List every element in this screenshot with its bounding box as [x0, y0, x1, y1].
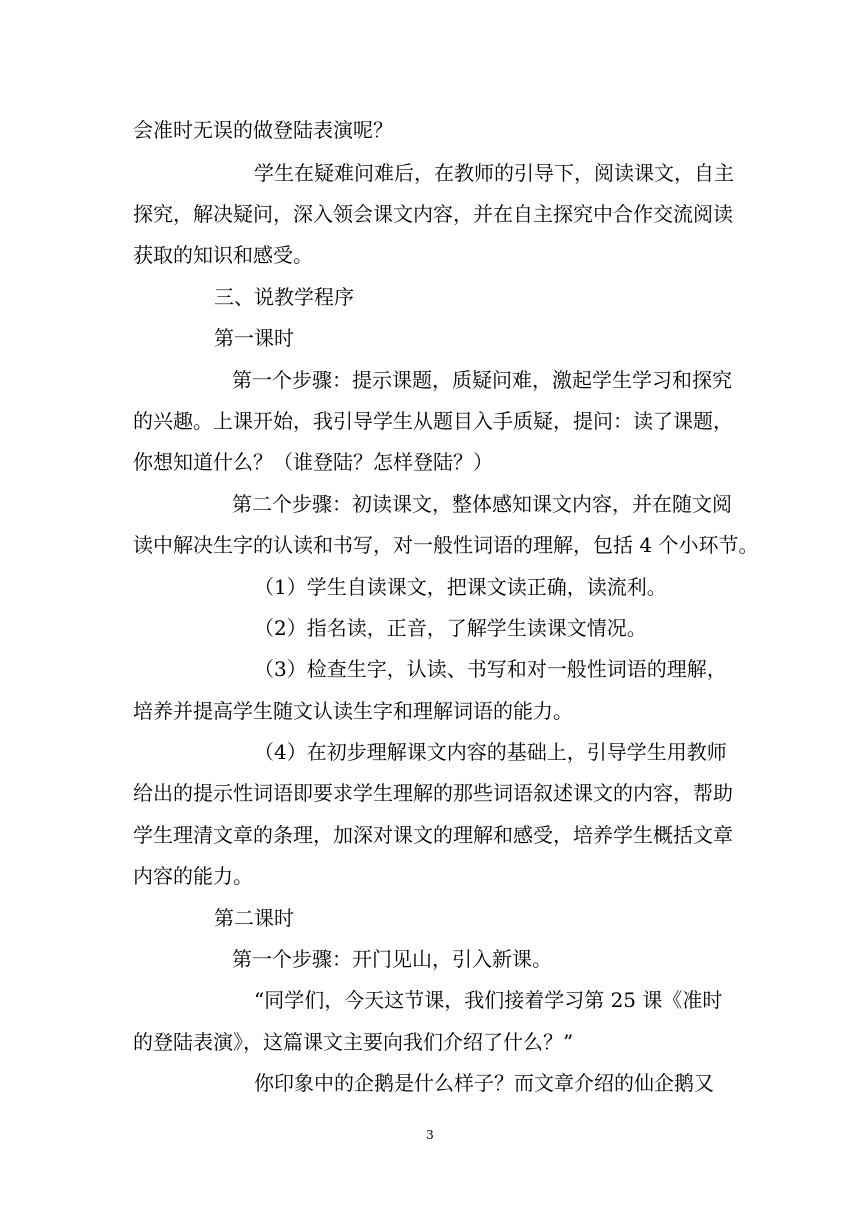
- list-item: （3）检查生字，认读、书写和对一般性词语的理解，: [254, 657, 727, 681]
- subsection-heading: 第一课时: [214, 326, 294, 350]
- text-line: 的登陆表演》，这篇课文主要向我们介绍了什么？”: [133, 1030, 574, 1054]
- text-line: 第二个步骤：初读课文，整体感知课文内容，并在随文阅: [232, 492, 732, 516]
- text-line: 读中解决生字的认读和书写，对一般性词语的理解，包括 4 个小环节。: [133, 533, 759, 557]
- text-line: 学生理清文章的条理，加深对课文的理解和感受，培养学生概括文章: [133, 823, 733, 847]
- list-item: （4）在初步理解课文内容的基础上，引导学生用教师: [254, 740, 727, 764]
- text-line: 培养并提高学生随文认读生字和理解词语的能力。: [133, 699, 573, 723]
- text-line: 会准时无误的做登陆表演呢？: [133, 118, 393, 142]
- list-item: （2）指名读，正音，了解学生读课文情况。: [254, 616, 647, 640]
- text-line: 你印象中的企鹅是什么样子？而文章介绍的仙企鹅又: [254, 1071, 714, 1095]
- text-line: 的兴趣。上课开始，我引导学生从题目入手质疑，提问：读了课题，: [133, 409, 733, 433]
- text-line: 探究，解决疑问，深入领会课文内容，并在自主探究中合作交流阅读: [133, 202, 733, 226]
- text-line: 你想知道什么？（谁登陆？怎样登陆？）: [133, 450, 493, 474]
- section-heading: 三、说教学程序: [214, 285, 354, 309]
- text-line: 给出的提示性词语即要求学生理解的那些词语叙述课文的内容，帮助: [133, 781, 733, 805]
- text-line: “同学们，今天这节课，我们接着学习第 25 课《准时: [254, 988, 723, 1012]
- text-line: 学生在疑难问难后，在教师的引导下，阅读课文，自主: [254, 161, 734, 185]
- subsection-heading: 第二课时: [214, 906, 294, 930]
- text-line: 内容的能力。: [133, 864, 253, 888]
- list-item: （1）学生自读课文，把课文读正确，读流利。: [254, 575, 667, 599]
- page-number: 3: [426, 1128, 434, 1142]
- text-line: 第一个步骤：开门见山，引入新课。: [232, 947, 552, 971]
- text-line: 第一个步骤：提示课题，质疑问难，激起学生学习和探究: [232, 368, 732, 392]
- text-line: 获取的知识和感受。: [133, 243, 313, 267]
